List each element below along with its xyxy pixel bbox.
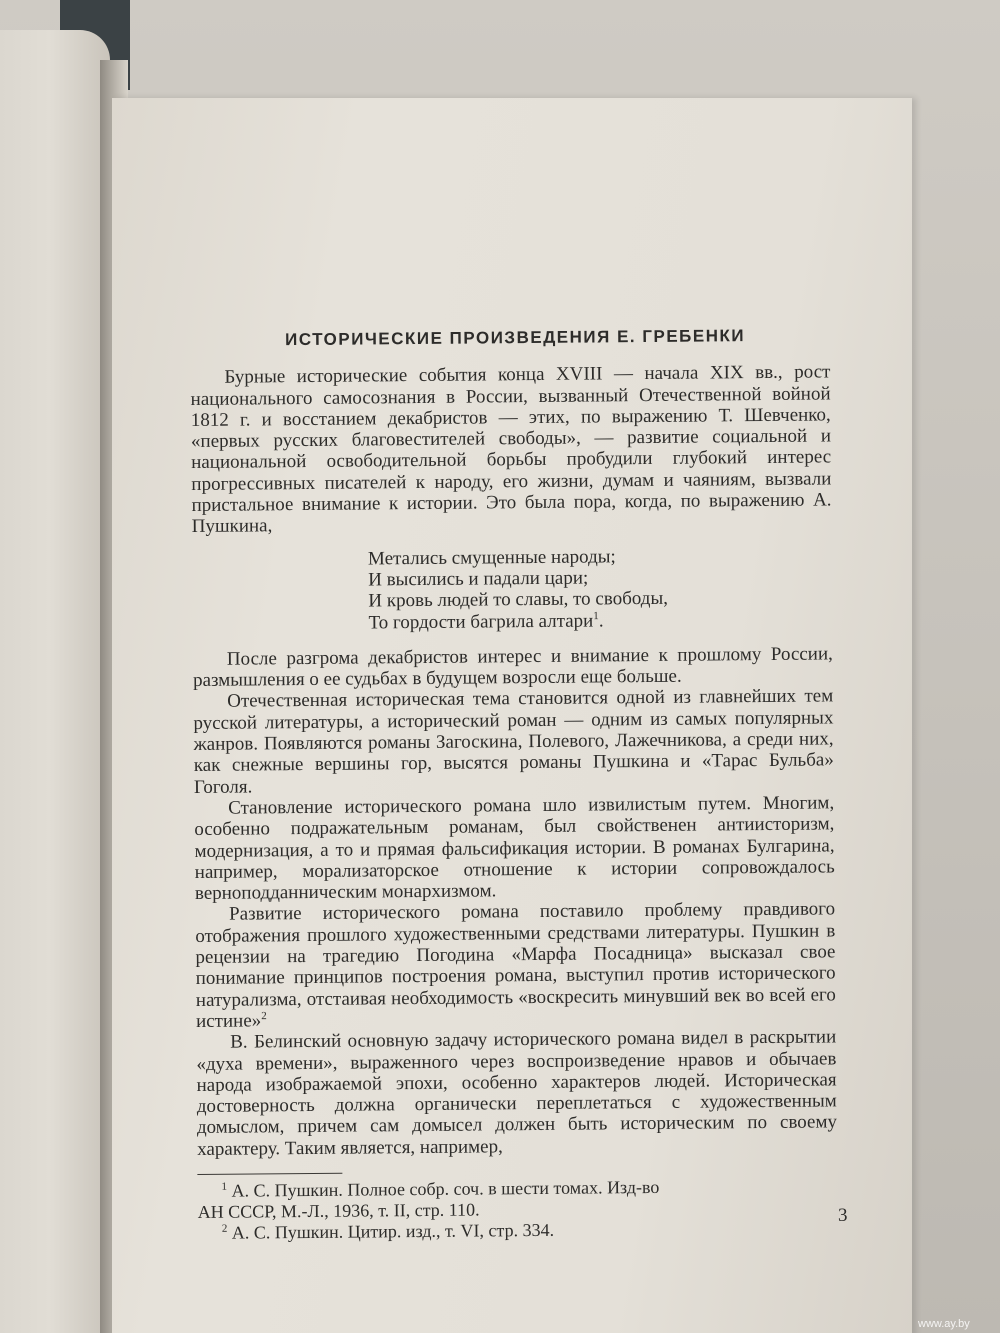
footnote-1-line-2: АН СССР, М.-Л., 1936, т. II, стр. 110. (197, 1199, 480, 1222)
poem-line-2: И высились и падали цари; (368, 567, 589, 591)
poem-line-4-text: То гордости багрила алтари (368, 610, 594, 634)
page-text-block (190, 324, 838, 1244)
paragraph-3: Отечественная историческая тема становится одной из главнейших тем русской литературы, а исторический роман — одним из самых популярных жанров. Появляются романы Загоскина, Полевого, Лажечникова, а среди них, как снежные вершины гор, высятся романы Пушкина и «Тарас Бульба» Гоголя. (193, 685, 834, 798)
footnote-rule (197, 1173, 342, 1175)
footnote-ref-1: 1 (593, 609, 599, 622)
site-watermark: www.ay.by (918, 1318, 970, 1330)
paragraph-5 (195, 899, 836, 1032)
footnotes (197, 1168, 838, 1244)
page-number: 3 (838, 1205, 848, 1226)
poem-line-1: Метались смущенные народы; (367, 545, 616, 570)
footnote-1-line-1: А. С. Пушкин. Полное собр. соч. в шести томах. Изд-во (231, 1176, 660, 1201)
paragraph-6: В. Белинский основную задачу исторического романа видел в раскрытии «духа времени», выраженного через воспроизведение нравов и обычаев народа изображаемой эпохи, особенно характеров людей. Историческая достоверность должна органически переплетаться с художественным домыслом, причем сам домысел должен быть историческим по своему характеру. Таким является, например, (196, 1026, 838, 1160)
paragraph-1: Бурные исторические события конца XVIII — начала XIX вв., рост национального самосознания в России, вызванный Отечественной войной 1812 г. и восстанием декабристов — этих, по выражению Т. Шевченко, «первых русских благовестителей свободы», — развитие социальной и национальной освободительной борьбы пробудили глубокий интерес прогрессивных писателей к народу, его жизни, думам и чаяниям, вызвали пристальное внимание к истории. Это была пора, когда, по выражению А. Пушкина, (190, 361, 832, 538)
poem-line-3: И кровь людей то славы, то свободы, (368, 588, 669, 612)
chapter-title: ИСТОРИЧЕСКИЕ ПРОИЗВЕДЕНИЯ Е. ГРЕБЕНКИ (285, 326, 746, 350)
footnote-ref-2: 2 (261, 1009, 267, 1022)
poem-quote (192, 544, 833, 635)
footnote-1-mark: 1 (221, 1180, 228, 1193)
left-page (0, 30, 110, 1333)
footnote-2-mark: 2 (221, 1222, 228, 1235)
poem-line-4: То гордости багрила алтари$^1$. (368, 609, 604, 634)
paragraph-4: Становление исторического романа шло извилистым путем. Многим, особенно подражательным романам, был свойственен антиисторизм, модернизация, а то и прямая фальсификация истории. В романах Булгарина, например, морализаторское отношение к истории сопровождалось верноподданническим монархизмом. (194, 792, 835, 905)
paragraph-5-text: Развитие исторического романа поставило проблему правдивого отображения прошлого художественными средствами литературы. Пушкин в рецензии на трагедию Погодина «Марфа Посадница» высказал свое понимание принципов построения романа, выступил против исторического натурализма, отстаивая необходимость «воскресить минувший век во всей его истине» (195, 898, 836, 1032)
footnote-2-line-1: А. С. Пушкин. Цитир. изд., т. VI, стр. 334. (231, 1219, 555, 1243)
paragraph-2: После разгрома декабристов интерес и внимание к прошлому России, размышления о ее судьбах в будущем возросли еще больше. (192, 643, 833, 692)
